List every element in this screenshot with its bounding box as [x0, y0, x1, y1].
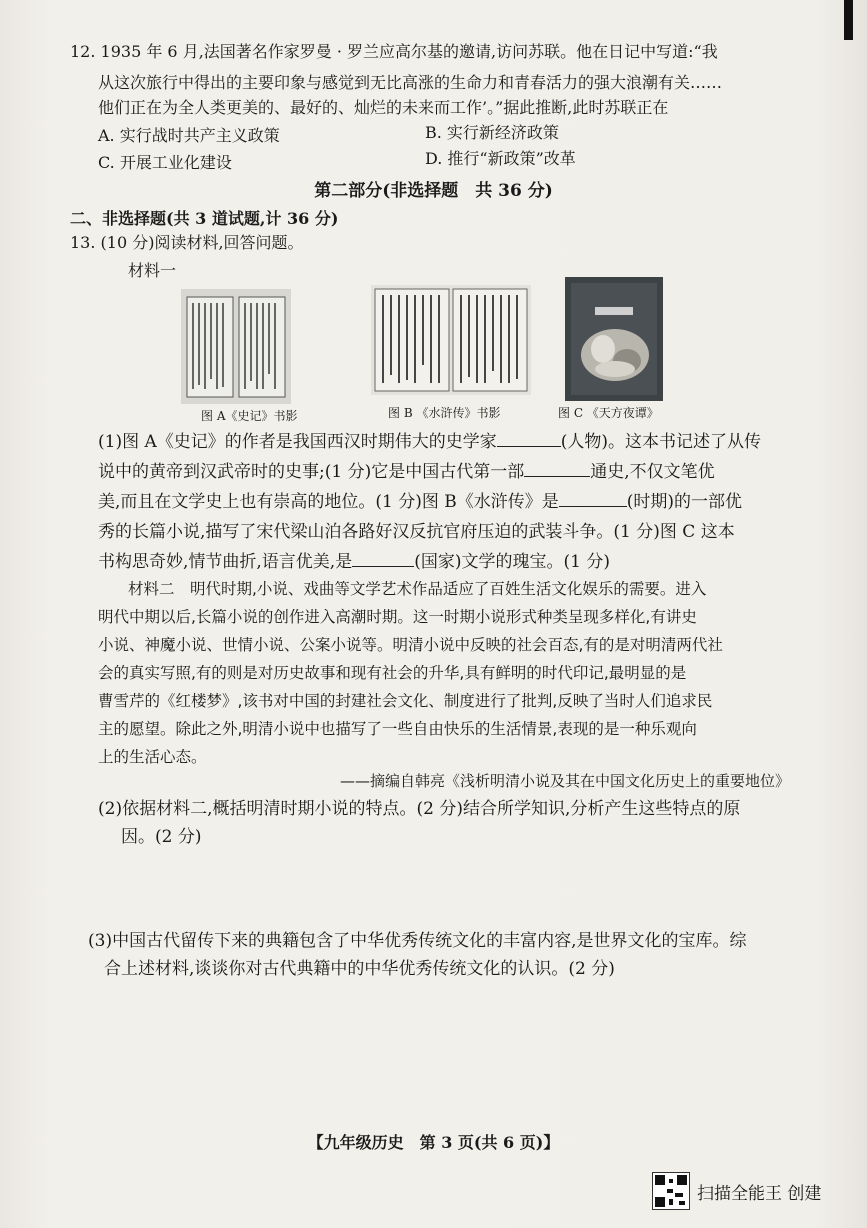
q13-stem: 13. (10 分)阅读材料,回答问题。: [70, 233, 304, 252]
shiji-book-image: [181, 289, 291, 404]
material2-line7: 上的生活心态。: [98, 748, 207, 766]
q12-line1: 12. 1935 年 6 月,法国著名作家罗曼 · 罗兰应高尔基的邀请,访问苏联。他在日记中写道:“我: [70, 42, 718, 61]
sub1-line4: 秀的长篇小说,描写了宋代梁山泊各路好汉反抗官府压迫的武装斗争。(1 分)图 C 这本: [98, 522, 735, 542]
tianfang-cover-drawing: [565, 277, 663, 401]
scanner-watermark-text: 扫描全能王 创建: [697, 1184, 822, 1204]
qr-code-icon: [652, 1172, 690, 1210]
q12-option-b: B. 实行新经济政策: [425, 123, 559, 142]
sub2-line1: (2)依据材料二,概括明清时期小说的特点。(2 分)结合所学知识,分析产生这些特点的原: [98, 799, 741, 819]
material2-source: ——摘编自韩亮《浅析明清小说及其在中国文化历史上的重要地位》: [340, 772, 791, 790]
page-footer: 【九年级历史 第 3 页(共 6 页)】: [307, 1133, 560, 1152]
material2-line6: 主的愿望。除此之外,明清小说中也描写了一些自由快乐的生活情景,表现的是一种乐观向: [98, 720, 697, 738]
sub2-line2: 因。(2 分): [121, 827, 202, 847]
q12-option-d: D. 推行“新政策”改革: [425, 149, 576, 168]
shuihu-book-drawing: [371, 285, 531, 395]
material2-line5: 曹雪芹的《红楼梦》,该书对中国的封建社会文化、制度进行了批判,反映了当时人们追求民: [98, 692, 713, 710]
q12-option-a: A. 实行战时共产主义政策: [98, 126, 280, 145]
sub1-line1: (1)图 A《史记》的作者是我国西汉时期伟大的史学家 (人物)。这本书记述了从传: [98, 432, 762, 452]
q12-line3: 他们正在为全人类更美的、最好的、灿烂的未来而工作’。”据此推断,此时苏联正在: [98, 98, 669, 117]
material2-line1: 材料二 明代时期,小说、戏曲等文学艺术作品适应了百姓生活文化娱乐的需要。进入: [128, 580, 707, 598]
shiji-book-drawing: [181, 289, 291, 404]
caption-b: 图 B 《水浒传》书影: [388, 406, 501, 420]
answer-blank-historian[interactable]: [497, 432, 561, 447]
tianfang-book-cover: [565, 277, 663, 401]
material2-line4: 会的真实写照,有的则是对历史故事和现有社会的升华,具有鲜明的时代印记,最明显的是: [98, 664, 687, 682]
section2-title: 二、非选择题(共 3 道试题,计 36 分): [70, 209, 339, 228]
part2-heading: 第二部分(非选择题 共 36 分): [314, 181, 553, 201]
q12-option-c: C. 开展工业化建设: [98, 153, 232, 172]
sub1-line3: 美,而且在文学史上也有崇高的地位。(1 分)图 B《水浒传》是 (时期)的一部优: [98, 492, 743, 512]
answer-blank-country[interactable]: [352, 552, 414, 567]
answer-blank-period[interactable]: [559, 492, 627, 507]
scan-edge-mark: [844, 0, 853, 40]
material2-line3: 小说、神魔小说、世情小说、公案小说等。明清小说中反映的社会百态,有的是对明清两代社: [98, 636, 723, 654]
sub1-line5: 书构思奇妙,情节曲折,语言优美,是 (国家)文学的瑰宝。(1 分): [98, 552, 610, 572]
material2-line2: 明代中期以后,长篇小说的创作进入高潮时期。这一时期小说形式种类呈现多样化,有讲史: [98, 608, 697, 626]
material1-label: 材料一: [128, 261, 177, 280]
sub1-line2: 说中的黄帝到汉武帝时的史事;(1 分)它是中国古代第一部 通史,不仅文笔优: [98, 462, 715, 482]
shuihu-book-image: [371, 285, 531, 395]
caption-a: 图 A《史记》书影: [201, 409, 298, 423]
q12-line2: 从这次旅行中得出的主要印象与感觉到无比高涨的生命力和青春活力的强大浪潮有关……: [98, 73, 723, 92]
sub3-line1: (3)中国古代留传下来的典籍包含了中华优秀传统文化的丰富内容,是世界文化的宝库。综: [88, 931, 747, 951]
caption-c: 图 C 《天方夜谭》: [558, 406, 659, 420]
sub3-line2: 合上述材料,谈谈你对古代典籍中的中华优秀传统文化的认识。(2 分): [104, 959, 615, 979]
answer-blank-history-type[interactable]: [524, 462, 590, 477]
